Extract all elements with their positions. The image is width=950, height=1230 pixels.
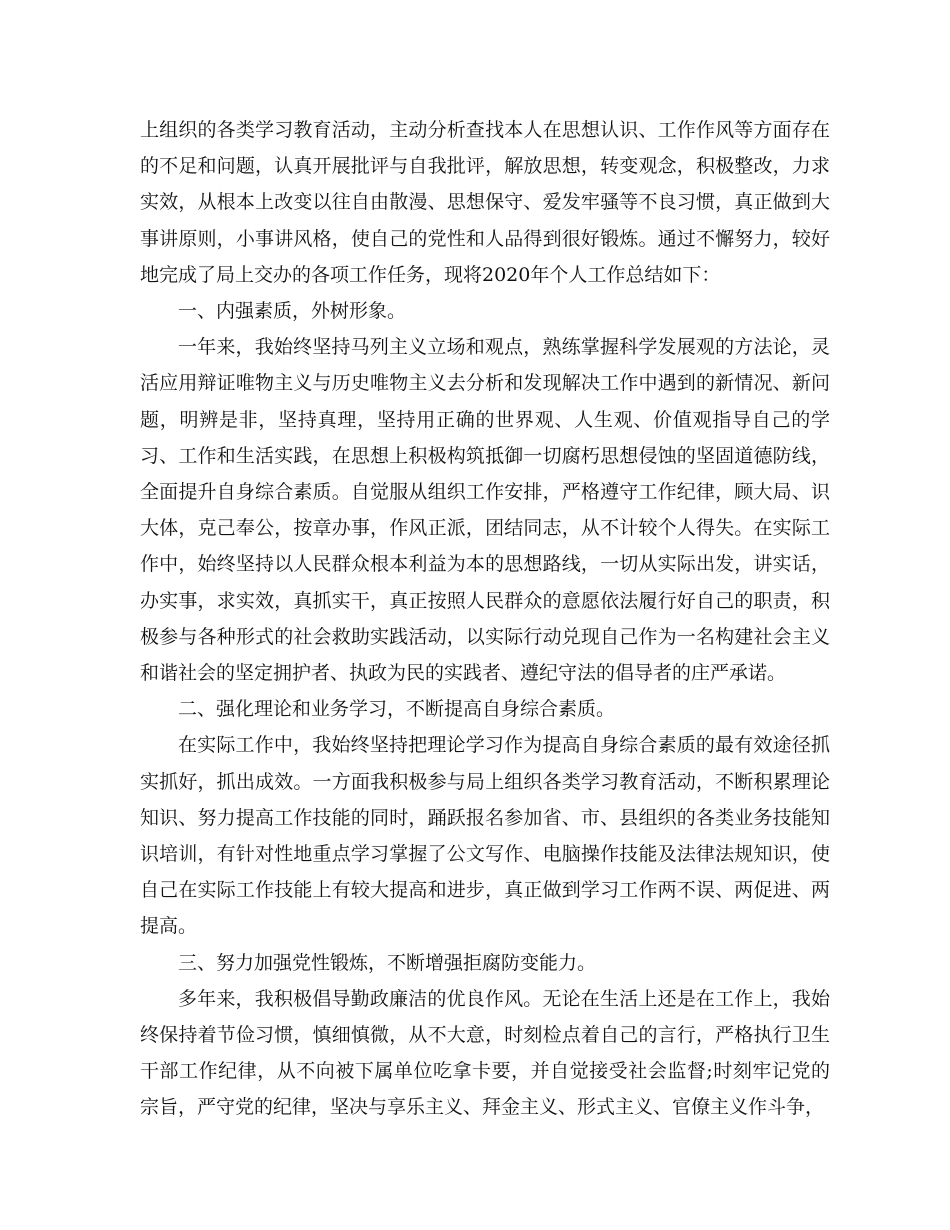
paragraph-section-2: 在实际工作中，我始终坚持把理论学习作为提高自身综合素质的最有效途径抓实抓好，抓出成效。一方面我积极参与局上组织各类学习教育活动，不断积累理论知识、努力提高工作技能的同时，踊跃报名参加省、市、县组织的各类业务技能知识培训，有针对性地重点学习掌握了公文写作、电脑操作技能及法律法规知识，使自己在实际工作技能上有较大提高和进步，真正做到学习工作两不误、两促进、两提高。 <box>140 734 830 938</box>
section-heading-3: 三、努力加强党性锻炼，不断增强拒腐防变能力。 <box>178 951 597 974</box>
document-body <box>140 112 830 1126</box>
section-heading-1: 一、内强素质，外树形象。 <box>178 300 407 323</box>
paragraph-intro: 上组织的各类学习教育活动，主动分析查找本人在思想认识、工作作风等方面存在的不足和问题，认真开展批评与自我批评，解放思想，转变观念，积极整改，力求实效，从根本上改变以往自由散漫、思想保守、爱发牢骚等不良习惯，真正做到大事讲原则，小事讲风格，使自己的党性和人品得到很好锻炼。通过不懈努力，较好地完成了局上交办的各项工作任务，现将2020年个人工作总结如下： <box>140 119 830 286</box>
paragraph-section-1: 一年来，我始终坚持马列主义立场和观点，熟练掌握科学发展观的方法论，灵活应用辩证唯物主义与历史唯物主义去分析和发现解决工作中遇到的新情况、新问题，明辨是非，坚持真理，坚持用正确的世界观、人生观、价值观指导自己的学习、工作和生活实践，在思想上积极构筑抵御一切腐朽思想侵蚀的坚固道德防线，全面提升自身综合素质。自觉服从组织工作安排，严格遵守工作纪律，顾大局、识大体，克己奉公，按章办事，作风正派，团结同志，从不计较个人得失。在实际工作中，始终坚持以人民群众根本利益为本的思想路线，一切从实际出发，讲实话，办实事，求实效，真抓实干，真正按照人民群众的意愿依法履行好自己的职责，积极参与各种形式的社会救助实践活动，以实际行动兑现自己作为一名构建社会主义和谐社会的坚定拥护者、执政为民的实践者、遵纪守法的倡导者的庄严承诺。 <box>140 336 830 685</box>
paragraph-section-3: 多年来，我积极倡导勤政廉洁的优良作风。无论在生活上还是在工作上，我始终保持着节俭习惯，慎细慎微，从不大意，时刻检点着自己的言行，严格执行卫生干部工作纪律，从不向被下属单位吃拿卡要，并自觉接受社会监督;时刻牢记党的宗旨，严守党的纪律，坚决与享乐主义、拜金主义、形式主义、官僚主义作斗争， <box>140 987 830 1119</box>
section-heading-2: 二、强化理论和业务学习，不断提高自身综合素质。 <box>178 698 616 721</box>
